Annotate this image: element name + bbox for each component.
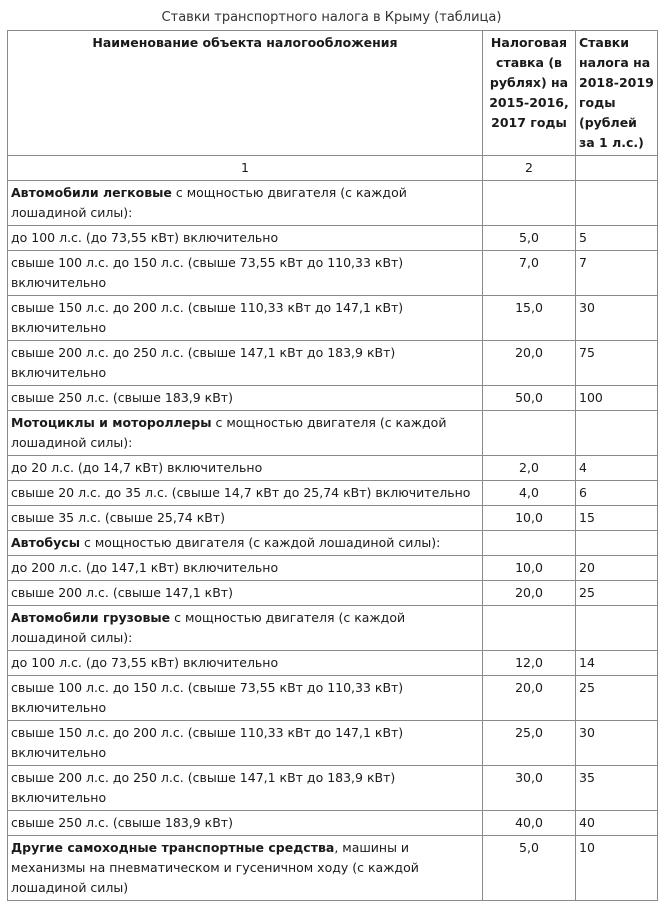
row-name: свыше 100 л.с. до 150 л.с. (свыше 73,55 кВт до 110,33 кВт) включительно <box>8 676 483 721</box>
row-name: свыше 20 л.с. до 35 л.с. (свыше 14,7 кВт до 25,74 кВт) включительно <box>8 481 483 506</box>
row-name: свыше 250 л.с. (свыше 183,9 кВт) <box>8 386 483 411</box>
table-row <box>8 506 658 531</box>
row-name: свыше 250 л.с. (свыше 183,9 кВт) <box>8 811 483 836</box>
row-rate: 20,0 <box>483 581 576 606</box>
row-rate-2018: 7 <box>576 251 658 296</box>
section-label: Мотоциклы и мотороллеры с мощностью двигателя (с каждой лошадиной силы): <box>8 411 483 456</box>
table-row <box>8 456 658 481</box>
row-rate-2018: 14 <box>576 651 658 676</box>
table-caption: Ставки транспортного налога в Крыму (таблица) <box>161 10 502 25</box>
row-rate-2018: 10 <box>576 836 658 901</box>
table-row <box>8 766 658 811</box>
row-rate-2018: 35 <box>576 766 658 811</box>
row-name: свыше 200 л.с. до 250 л.с. (свыше 147,1 кВт до 183,9 кВт) включительно <box>8 766 483 811</box>
row-rate: 50,0 <box>483 386 576 411</box>
table-row <box>8 386 658 411</box>
row-rate-2018: 6 <box>576 481 658 506</box>
row-rate-2018: 40 <box>576 811 658 836</box>
section-row-cars <box>8 181 658 226</box>
row-rate: 30,0 <box>483 766 576 811</box>
section-label: Автомобили грузовые с мощностью двигателя (с каждой лошадиной силы): <box>8 606 483 651</box>
row-rate: 12,0 <box>483 651 576 676</box>
table-row <box>8 721 658 766</box>
row-name: свыше 150 л.с. до 200 л.с. (свыше 110,33 кВт до 147,1 кВт) включительно <box>8 296 483 341</box>
tax-rates-table <box>7 30 658 901</box>
row-rate-2018: 30 <box>576 721 658 766</box>
table-row <box>8 251 658 296</box>
row-rate: 40,0 <box>483 811 576 836</box>
table-row <box>8 481 658 506</box>
row-rate: 5,0 <box>483 836 576 901</box>
table-row <box>8 226 658 251</box>
row-rate: 7,0 <box>483 251 576 296</box>
row-name: свыше 200 л.с. (свыше 147,1 кВт) <box>8 581 483 606</box>
row-rate-2018: 5 <box>576 226 658 251</box>
section-row-moto <box>8 411 658 456</box>
header-rate-2015-2017: Налоговая ставка (в рублях) на 2015-2016, 2017 годы <box>483 31 576 156</box>
section-row-trucks <box>8 606 658 651</box>
table-row <box>8 676 658 721</box>
row-rate: 4,0 <box>483 481 576 506</box>
row-rate-2018: 20 <box>576 556 658 581</box>
section-row-other <box>8 836 658 901</box>
section-label: Автобусы с мощностью двигателя (с каждой лошадиной силы): <box>8 531 483 556</box>
row-rate: 10,0 <box>483 506 576 531</box>
table-row <box>8 651 658 676</box>
row-rate-2018: 30 <box>576 296 658 341</box>
row-rate-2018: 100 <box>576 386 658 411</box>
header-row <box>8 31 658 156</box>
row-name: до 100 л.с. (до 73,55 кВт) включительно <box>8 226 483 251</box>
table-row <box>8 811 658 836</box>
table-row <box>8 341 658 386</box>
section-label: Автомобили легковые с мощностью двигателя (с каждой лошадиной силы): <box>8 181 483 226</box>
section-label: Другие самоходные транспортные средства, машины и механизмы на пневматическом и гусеничном ходу (с каждой лошадиной силы) <box>8 836 483 901</box>
row-rate-2018: 25 <box>576 581 658 606</box>
header-object: Наименование объекта налогообложения <box>8 31 483 156</box>
row-rate: 10,0 <box>483 556 576 581</box>
row-rate: 2,0 <box>483 456 576 481</box>
row-rate-2018: 25 <box>576 676 658 721</box>
index-cell-1: 1 <box>8 156 483 181</box>
row-name: свыше 200 л.с. до 250 л.с. (свыше 147,1 кВт до 183,9 кВт) включительно <box>8 341 483 386</box>
row-rate: 20,0 <box>483 676 576 721</box>
row-name: до 200 л.с. (до 147,1 кВт) включительно <box>8 556 483 581</box>
row-rate-2018: 75 <box>576 341 658 386</box>
row-rate-2018: 15 <box>576 506 658 531</box>
row-rate-2018: 4 <box>576 456 658 481</box>
table-row <box>8 556 658 581</box>
row-name: до 100 л.с. (до 73,55 кВт) включительно <box>8 651 483 676</box>
index-row <box>8 156 658 181</box>
index-cell-2: 2 <box>483 156 576 181</box>
section-row-bus <box>8 531 658 556</box>
table-row <box>8 581 658 606</box>
row-rate: 25,0 <box>483 721 576 766</box>
index-cell-3 <box>576 156 658 181</box>
row-rate: 20,0 <box>483 341 576 386</box>
table-row <box>8 296 658 341</box>
row-name: до 20 л.с. (до 14,7 кВт) включительно <box>8 456 483 481</box>
row-rate: 5,0 <box>483 226 576 251</box>
row-rate: 15,0 <box>483 296 576 341</box>
row-name: свыше 150 л.с. до 200 л.с. (свыше 110,33 кВт до 147,1 кВт) включительно <box>8 721 483 766</box>
header-rate-2018-2019: Ставки налога на 2018-2019 годы (рублей за 1 л.с.) <box>576 31 658 156</box>
row-name: свыше 35 л.с. (свыше 25,74 кВт) <box>8 506 483 531</box>
row-name: свыше 100 л.с. до 150 л.с. (свыше 73,55 кВт до 110,33 кВт) включительно <box>8 251 483 296</box>
